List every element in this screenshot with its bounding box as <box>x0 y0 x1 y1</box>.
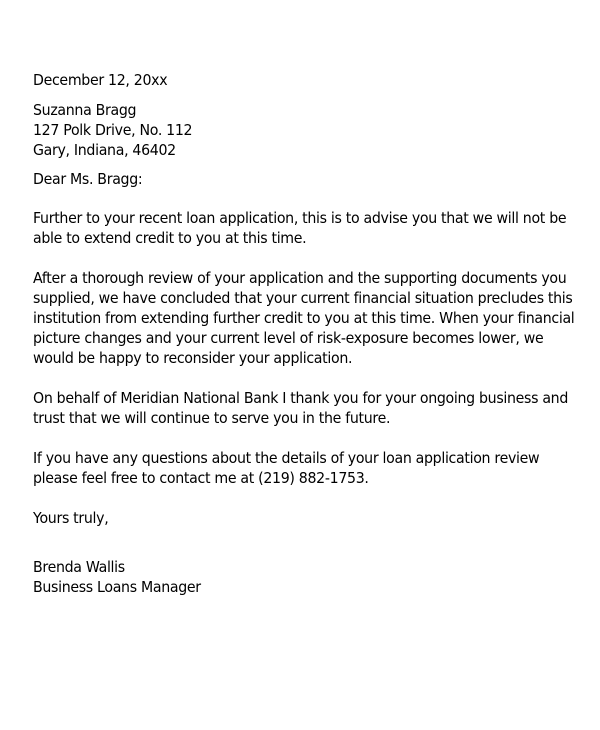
salutation-line: Dear Ms. Bragg: <box>33 170 143 188</box>
signatory-title: Business Loans Manager <box>33 578 201 596</box>
paragraph-line: institution from extending further credit to you at this time. When your financial <box>33 309 575 327</box>
paragraph-line: would be happy to reconsider your application. <box>33 349 353 367</box>
paragraph-line: supplied, we have concluded that your current financial situation precludes this <box>33 289 573 307</box>
paragraph-decision <box>33 208 567 248</box>
paragraph-thanks <box>33 388 568 428</box>
paragraph-line: After a thorough review of your application and the supporting documents you <box>33 269 567 287</box>
salutation <box>33 169 534 189</box>
recipient-address <box>33 100 534 160</box>
paragraph-review <box>33 268 575 368</box>
paragraph-line: please feel free to contact me at (219) 882-1753. <box>33 469 369 487</box>
paragraph-line: picture changes and your current level of risk-exposure becomes lower, we <box>33 329 544 347</box>
letter-date <box>33 70 534 90</box>
paragraph-contact <box>33 448 540 488</box>
signatory-name: Brenda Wallis <box>33 558 125 576</box>
recipient-name: Suzanna Bragg <box>33 101 137 119</box>
paragraph-line: On behalf of Meridian National Bank I thank you for your ongoing business and <box>33 389 568 407</box>
paragraph-line: able to extend credit to you at this time. <box>33 229 307 247</box>
paragraph-line: trust that we will continue to serve you in the future. <box>33 409 391 427</box>
signature-block <box>33 557 534 597</box>
date-line: December 12, 20xx <box>33 71 168 89</box>
paragraph-line: Further to your recent loan application, this is to advise you that we will not be <box>33 209 567 227</box>
recipient-street: 127 Polk Drive, No. 112 <box>33 121 193 139</box>
letter-body <box>33 70 575 597</box>
paragraph-line: If you have any questions about the details of your loan application review <box>33 449 540 467</box>
closing-line: Yours truly, <box>33 509 109 527</box>
closing <box>33 508 534 528</box>
recipient-city-state-zip: Gary, Indiana, 46402 <box>33 141 176 159</box>
